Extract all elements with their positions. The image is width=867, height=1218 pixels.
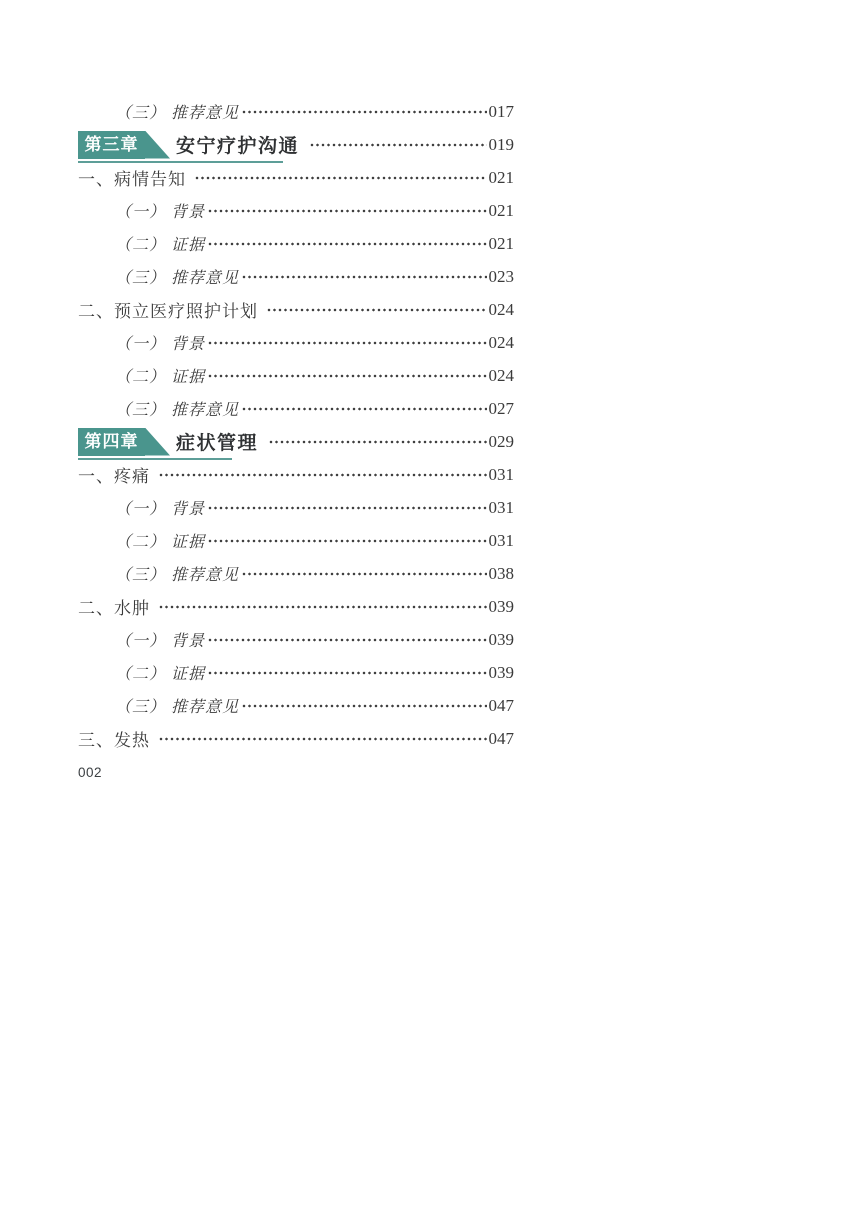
toc-entry-page: 024 (488, 365, 514, 385)
dot-leader (208, 671, 486, 675)
toc-entry-page: 021 (488, 233, 514, 253)
footer-page-number: 002 (78, 765, 103, 780)
toc-entry-page: 024 (488, 299, 514, 319)
toc-entry (78, 260, 514, 293)
toc-entry-label: 二、预立医疗照护计划 (78, 302, 258, 321)
toc-entry-page: 027 (488, 398, 514, 418)
toc-entry (78, 227, 514, 260)
toc-entry-page: 019 (488, 134, 514, 154)
toc-entry-page: 031 (488, 497, 514, 517)
dot-leader (242, 407, 486, 411)
dot-leader (242, 110, 486, 114)
toc-entry-page: 039 (488, 596, 514, 616)
toc-entry-page: 039 (488, 662, 514, 682)
toc-entry (78, 392, 514, 425)
toc-entry-label: （二） 证据 (115, 666, 206, 683)
toc-entry-page: 029 (488, 431, 514, 451)
toc-entry (78, 722, 514, 755)
dot-leader (159, 605, 487, 609)
toc-entry (78, 359, 514, 392)
toc-entry (78, 491, 514, 524)
toc-entry-page: 047 (488, 728, 514, 748)
toc-entry-label: （二） 证据 (115, 369, 206, 386)
toc-entry-page: 017 (488, 101, 514, 121)
dot-leader (195, 176, 487, 180)
toc-entry-label: （三） 推荐意见 (115, 567, 240, 584)
toc-entry (78, 524, 514, 557)
toc-entry-label: （一） 背景 (115, 633, 206, 650)
toc-chapter-entry (78, 128, 514, 161)
toc-entry-label: （三） 推荐意见 (115, 402, 240, 419)
toc-entry-label: （二） 证据 (115, 237, 206, 254)
toc-entry-label: （一） 背景 (115, 336, 206, 353)
dot-leader (208, 341, 486, 345)
chapter-badge (78, 428, 170, 456)
toc-entry (78, 458, 514, 491)
chapter-badge-label: 第四章 (78, 428, 145, 456)
toc-entry-label: 三、发热 (78, 731, 150, 750)
dot-leader (159, 473, 487, 477)
chapter-badge (78, 131, 170, 159)
dot-leader (208, 638, 486, 642)
toc-entry-page: 031 (488, 464, 514, 484)
toc-entry-label: 二、水肿 (78, 599, 150, 618)
toc-entry-page: 024 (488, 332, 514, 352)
toc-entry (78, 161, 514, 194)
chapter-title: 症状管理 (176, 433, 259, 454)
chapter-title: 安宁疗护沟通 (176, 136, 300, 157)
toc-list (78, 95, 514, 755)
dot-leader (208, 539, 486, 543)
chapter-ribbon-corner-icon (145, 428, 170, 456)
toc-entry-page: 047 (488, 695, 514, 715)
toc-entry-label: （三） 推荐意见 (115, 699, 240, 716)
toc-entry-page: 023 (488, 266, 514, 286)
toc-entry (78, 590, 514, 623)
toc-entry (78, 95, 514, 128)
toc-entry-page: 038 (488, 563, 514, 583)
chapter-badge-label: 第三章 (78, 131, 145, 159)
toc-entry-label: 一、疼痛 (78, 467, 150, 486)
toc-entry (78, 689, 514, 722)
dot-leader (208, 374, 486, 378)
dot-leader (208, 506, 486, 510)
dot-leader (242, 275, 486, 279)
chapter-ribbon-corner-icon (145, 131, 170, 159)
dot-leader (208, 209, 486, 213)
dot-leader (242, 572, 486, 576)
dot-leader (159, 737, 487, 741)
toc-entry-label: 一、病情告知 (78, 170, 186, 189)
toc-entry (78, 326, 514, 359)
toc-entry-page: 031 (488, 530, 514, 550)
toc-entry (78, 623, 514, 656)
toc-entry-label: （一） 背景 (115, 501, 206, 518)
toc-entry-page: 021 (488, 167, 514, 187)
toc-entry-label: （一） 背景 (115, 204, 206, 221)
toc-entry-label: （三） 推荐意见 (115, 105, 240, 122)
toc-entry-label: （三） 推荐意见 (115, 270, 240, 287)
dot-leader (208, 242, 486, 246)
toc-entry-label: （二） 证据 (115, 534, 206, 551)
dot-leader (267, 308, 487, 312)
toc-chapter-entry (78, 425, 514, 458)
toc-entry-page: 039 (488, 629, 514, 649)
dot-leader (269, 440, 486, 444)
toc-entry-page: 021 (488, 200, 514, 220)
toc-entry (78, 194, 514, 227)
toc-entry (78, 557, 514, 590)
toc-entry (78, 656, 514, 689)
dot-leader (310, 143, 486, 147)
toc-entry (78, 293, 514, 326)
dot-leader (242, 704, 486, 708)
